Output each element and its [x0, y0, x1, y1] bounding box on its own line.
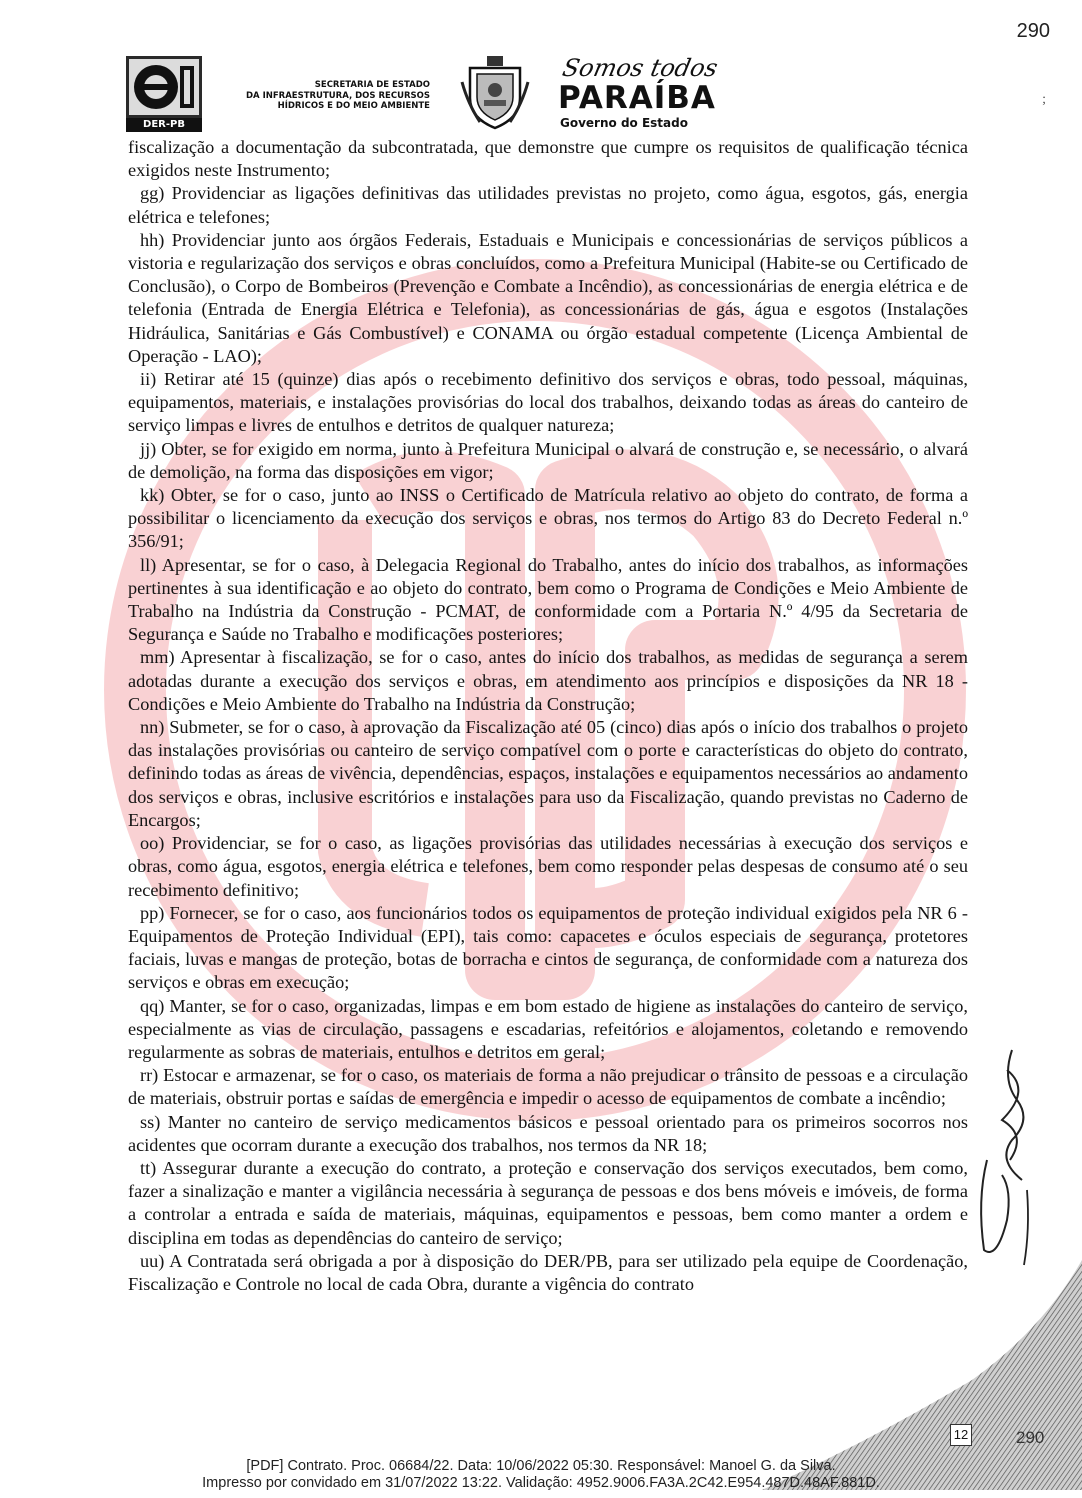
contract-clause: kk) Obter, se for o caso, junto ao INSS o Certificado de Matrícula relativo ao objeto do contrato, de forma a possibilitar o licenciamento da execução dos serviços e obras, nos termos do Artigo 83 do Decreto Federal n.º 356/91; [128, 485, 968, 552]
contract-clause: qq) Manter, se for o caso, organizadas, limpas e em bom estado de higiene as instalações do canteiro de serviço, especialmente as vias de circulação, passagens e escadarias, refeitórios e alojamentos, coletando e removendo regularmente as sobras de materiais, entulhos e detritos em geral; [128, 995, 968, 1062]
contract-clause: fiscalização a documentação da subcontratada, que demonstre que cumpre os requisitos de qualificação técnica exigidos neste Instrumento; [128, 137, 968, 181]
contract-clause: ss) Manter no canteiro de serviço medicamentos básicos e pessoal orientado para os primeiros socorros nos acidentes que ocorram durante a execução dos trabalhos, nos termos da NR 18; [128, 1111, 968, 1155]
page-number-bottom: 290 [1016, 1428, 1045, 1447]
contract-clause: pp) Fornecer, se for o caso, aos funcionários todos os equipamentos de proteção individual exigidos pela NR 6 - Equipamentos de Proteção Individual (EPI), tais como: capacetes e óculos especiais de segurança, protetores faciais, luvas e mangas de proteção, botas de borracha e cintos de segurança, de conformidade com a natureza dos serviços e obras em execução; [128, 902, 968, 993]
scan-texture [752, 1240, 1082, 1490]
contract-clause: tt) Assegurar durante a execução do contrato, a proteção e conservação dos serviços executados, bem como, fazer a sinalização e manter a vigilância necessária à segurança de pessoas e dos bens móveis e imóveis, de forma a controlar a entrada e saída de materiais, máquinas, equipamentos e pessoas, bem como manter a ordem e disciplina em todas as dependências do canteiro de serviço; [128, 1157, 968, 1248]
contract-body [128, 136, 968, 1296]
secretaria-line: SECRETARIA DE ESTADO [314, 80, 430, 90]
contract-clause: gg) Providenciar as ligações definitivas das utilidades previstas no projeto, como água, esgotos, gás, energia elétrica e telefones; [128, 183, 968, 227]
contract-clause: nn) Submeter, se for o caso, à aprovação da Fiscalização até 05 (cinco) dias após o início dos trabalhos o projeto das instalações provisórias ou canteiro de serviço compatível com o porte e características do objeto do contrato, definindo todas as áreas de vivência, dependências, espaços, instalações e equipamentos necessários ao andamento dos serviços e obras, inclusive escritórios e instalações para uso da Fiscalização, quando previstas no Caderno de Encargos; [128, 717, 968, 830]
contract-clause: mm) Apresentar à fiscalização, se for o caso, antes do início dos trabalhos, as medidas de segurança a serem adotadas durante a execução dos serviços e obras, em atendimento aos princípios e disposições da NR 18 - Condições e Meio Ambiente do Trabalho na Indústria da Construção; [128, 647, 968, 714]
page-number-top: 290 [1016, 20, 1050, 42]
document-header [120, 52, 720, 134]
somos-todos-slogan: Somos todos [560, 54, 721, 82]
contract-clause: ll) Apresentar, se for o caso, à Delegacia Regional do Trabalho, antes do início dos trabalhos, as informações pertinentes à sua identificação e ao objeto do contrato, bem como o Programa de Condições e Meio Ambiente de Trabalho na Indústria da Construção - PCMAT, de conformidade com a Portaria N.º 4/95 da Secretaria de Segurança e Saúde no Trabalho e modificações posteriores; [128, 554, 968, 645]
contract-clause: oo) Providenciar, se for o caso, as ligações provisórias das utilidades necessárias à execução dos serviços e obras, como água, esgotos, energia elétrica e telefones, bem como responder pelas despesas de consumo até o seu recebimento definitivo; [128, 833, 968, 900]
contract-clause: ii) Retirar até 15 (quinze) dias após o recebimento definitivo dos serviços e obras, todo pessoal, máquinas, equipamentos, materiais, e instalações provisórias do local dos trabalhos, deixando todas as áreas do canteiro de serviço limpas e livres de entulhos e detritos de qualquer natureza; [128, 369, 968, 436]
footer-line-2: Impresso por convidado em 31/07/2022 13:22. Validação: 4952.9006.FA3A.2C42.E954.487D.48AF.881D. [202, 1475, 880, 1491]
secretaria-line: HÍDRICOS E DO MEIO AMBIENTE [277, 101, 430, 111]
handwritten-signature [972, 1040, 1062, 1270]
coat-of-arms-icon [460, 54, 530, 132]
footer-line-1: [PDF] Contrato. Proc. 06684/22. Data: 10/06/2022 05:30. Responsável: Manoel G. da Silva. [246, 1458, 836, 1474]
contract-clause: hh) Providenciar junto aos órgãos Federais, Estaduais e Municipais e concessionárias de serviços públicos a vistoria e regularização dos serviços e obras concluídos, como a Prefeitura Municipal (Habite-se ou Certificado de Conclusão), o Corpo de Bombeiros (Prevenção e Combate a Incêndio), as concessionárias de energia elétrica e de telefonia (Entrada de Energia Elétrica e Telefonia), as concessionárias de gás, água e esgotos (Instalações Hidráulica, Sanitárias e Gás Combustível) e CONAMA ou órgão estadual competente (Licença Ambiental de Operação - LAO); [128, 229, 968, 366]
contract-clause: uu) A Contratada será obrigada a por à disposição do DER/PB, para ser utilizado pela equipe de Coordenação, Fiscalização e Controle no local de cada Obra, durante a vigência do contrato [128, 1250, 968, 1294]
margin-mark: ; [1042, 92, 1046, 107]
governo-do-estado-label: Governo do Estado [560, 116, 688, 130]
validation-footer [0, 1458, 1082, 1492]
secretaria-line: DA INFRAESTRUTURA, DOS RECURSOS [245, 90, 430, 101]
contract-clause: jj) Obter, se for exigido em norma, junto à Prefeitura Municipal o alvará de construção e, se necessário, o alvará de demolição, na forma das disposições em vigor; [128, 438, 968, 482]
der-logo-label: DER-PB [126, 118, 202, 132]
secretaria-name [230, 80, 430, 112]
page-number-box: 12 [950, 1424, 972, 1446]
contract-clause: rr) Estocar e armazenar, se for o caso, os materiais de forma a não prejudicar o trânsito de pessoas e a circulação de materiais, obstruir portas e saídas de emergência e impedir o acesso de equipamentos de combate a incêndio; [128, 1065, 968, 1109]
paraiba-logo-text: PARAÍBA [558, 80, 716, 116]
